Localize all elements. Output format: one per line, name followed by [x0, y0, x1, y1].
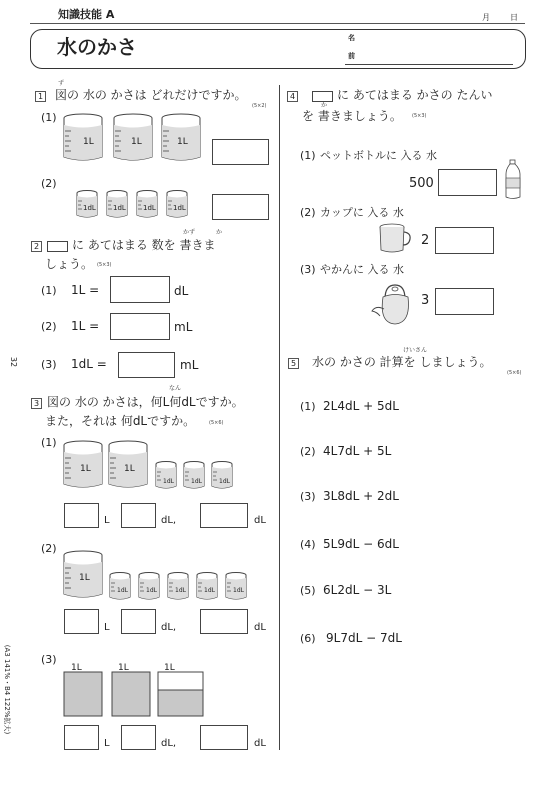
q3-2-tag-d5: 1dL [233, 587, 244, 594]
q3-3-label: (3) [41, 653, 57, 666]
q1-2-tag-c: 1dL [143, 204, 156, 212]
q1-2-tag-b: 1dL [113, 204, 126, 212]
q1-1-tag-b: 1L [131, 137, 142, 147]
q2-points: (5×3) [97, 262, 112, 268]
q5-5-expr: 6L2dL − 3L [323, 583, 392, 597]
q2-3-answer-box[interactable] [118, 352, 175, 378]
q3-2-tag-d3: 1dL [175, 587, 186, 594]
q3-1-unit-L: L [104, 515, 110, 526]
q2-ruby-ka: か [216, 229, 223, 236]
q4-blank-icon [312, 91, 333, 102]
q4-line2: を 書きましょう。 [302, 109, 402, 123]
q3-1-label: (1) [41, 436, 57, 449]
name-field[interactable] [345, 64, 513, 65]
q3-3-tag-c: 1L [164, 663, 175, 673]
q3-2-box-total[interactable] [200, 609, 248, 634]
q4-1-text: ペットボトルに 入る 水 [320, 149, 437, 162]
q1-1-answer-box[interactable] [212, 139, 269, 165]
q4-1-label: (1) [300, 149, 316, 162]
q1-1-tag-c: 1L [177, 137, 188, 147]
q3-3-tag-a: 1L [71, 663, 82, 673]
kettle-icon [371, 283, 413, 327]
q5-1-expr: 2L4dL + 5dL [323, 399, 399, 413]
q3-1-unit-dL: dL, [161, 515, 177, 526]
month-label: 月 [482, 13, 490, 22]
q4-1-answer-box[interactable] [438, 169, 497, 196]
q4-3-value: 3 [421, 293, 430, 308]
category-underline [30, 23, 525, 24]
q3-1-tag-d1: 1dL [163, 478, 174, 485]
q2-2-label: (2) [41, 320, 57, 333]
q5-ruby-keisan: けいさん [403, 347, 428, 354]
q1-2-answer-box[interactable] [212, 194, 269, 220]
day-label: 日 [510, 13, 518, 22]
q2-3-label: (3) [41, 358, 57, 371]
q2-2-left: 1L = [71, 319, 100, 333]
q5-1-label: (1) [300, 400, 316, 413]
name-label-2: 前 [348, 52, 355, 60]
q5-3-expr: 3L8dL + 2dL [323, 489, 399, 503]
q4-3-answer-box[interactable] [435, 288, 494, 315]
q4-2-value: 2 [421, 233, 430, 248]
q2-2-unit: mL [174, 320, 193, 334]
q4-2-answer-box[interactable] [435, 227, 494, 254]
q1-2-label: (2) [41, 177, 57, 190]
q3-3-unit-L: L [104, 738, 110, 749]
name-label-1: 名 [348, 34, 355, 42]
q3-points: (5×6) [209, 420, 224, 426]
q3-2-box-L[interactable] [64, 609, 99, 634]
q1-points: (5×2) [252, 103, 267, 109]
q4-3-text: やかんに 入る 水 [320, 263, 404, 276]
q2-line1: に あてはまる 数を 書きま [72, 238, 216, 252]
q4-1-value: 500 [409, 176, 434, 191]
q5-4-label: (4) [300, 538, 316, 551]
q4-line1: に あてはまる かさの たんい [337, 88, 493, 102]
q2-1-unit: dL [174, 284, 189, 298]
q3-3-box-dL[interactable] [121, 725, 156, 750]
q4-2-text: カップに 入る 水 [320, 206, 404, 219]
q3-2-tag-l1: 1L [79, 573, 90, 583]
q2-1-label: (1) [41, 284, 57, 297]
side-note: (A3 141%・B4 122%拡大) [3, 644, 12, 735]
q3-2-box-dL[interactable] [121, 609, 156, 634]
q3-line1: 図の 水の かさは，何L何dLですか。 [47, 395, 244, 409]
q3-ruby-nan: なん [169, 385, 182, 392]
q1-number: 1 [35, 91, 46, 102]
q3-1-box-total[interactable] [200, 503, 248, 528]
q2-ruby-kazu: かず [183, 229, 196, 236]
q5-6-expr: 9L7dL − 7dL [326, 631, 402, 645]
q4-2-label: (2) [300, 206, 316, 219]
q3-3-tag-b: 1L [118, 663, 129, 673]
q3-2-tag-d2: 1dL [146, 587, 157, 594]
q4-number: 4 [287, 91, 298, 102]
q1-2-tag-a: 1dL [83, 204, 96, 212]
page-number: 32 [9, 356, 19, 368]
q3-3-unit-dL: dL, [161, 738, 177, 749]
q3-1-box-dL[interactable] [121, 503, 156, 528]
q3-3-measuring-boxes [64, 672, 214, 718]
q3-2-unit-dL: dL, [161, 622, 177, 633]
q1-1-tag-a: 1L [83, 137, 94, 147]
q3-2-tag-d4: 1dL [204, 587, 215, 594]
q3-number: 3 [31, 398, 42, 409]
q3-1-tag-l2: 1L [124, 464, 135, 474]
q2-number: 2 [31, 241, 42, 252]
q5-2-label: (2) [300, 445, 316, 458]
column-divider [279, 85, 280, 750]
q3-2-containers [63, 550, 253, 602]
q3-1-tag-d3: 1dL [219, 478, 230, 485]
q4-points: (5×3) [412, 113, 427, 119]
q4-ruby-ka: か [321, 102, 328, 109]
page-title: 水のかさ [57, 35, 137, 59]
q5-3-label: (3) [300, 490, 316, 503]
q3-3-box-total[interactable] [200, 725, 248, 750]
q5-number: 5 [288, 358, 299, 369]
q2-1-answer-box[interactable] [110, 276, 170, 303]
q3-1-unit-total: dL [254, 515, 266, 526]
q2-3-left: 1dL = [71, 357, 107, 371]
q3-3-unit-total: dL [254, 738, 266, 749]
q1-1-label: (1) [41, 111, 57, 124]
q5-4-expr: 5L9dL − 6dL [323, 537, 399, 551]
q1-ruby-zu: ず [58, 80, 65, 87]
q2-1-left: 1L = [71, 283, 100, 297]
q5-text: 水の かさの 計算を しましょう。 [312, 355, 492, 369]
q2-line2: しょう。 [45, 257, 94, 271]
cup-icon [379, 224, 413, 254]
q2-blank-icon [47, 241, 68, 252]
q1-text: 図の 水の かさは どれだけですか。 [55, 88, 247, 102]
q5-5-label: (5) [300, 584, 316, 597]
q3-line2: また，それは 何dLですか。 [45, 414, 196, 428]
q3-1-tag-d2: 1dL [191, 478, 202, 485]
q5-points: (5×6) [507, 370, 522, 376]
q5-2-expr: 4L7dL + 5L [323, 444, 392, 458]
q1-2-tag-d: 1dL [173, 204, 186, 212]
q5-6-label: (6) [300, 632, 316, 645]
q3-2-label: (2) [41, 542, 57, 555]
q3-2-unit-total: dL [254, 622, 266, 633]
q2-3-unit: mL [180, 358, 199, 372]
q2-2-answer-box[interactable] [110, 313, 170, 340]
q4-3-label: (3) [300, 263, 316, 276]
category-label: 知識技能 A [58, 8, 115, 21]
q3-2-tag-d1: 1dL [117, 587, 128, 594]
q3-3-box-L[interactable] [64, 725, 99, 750]
q3-1-tag-l1: 1L [80, 464, 91, 474]
q3-1-box-L[interactable] [64, 503, 99, 528]
pet-bottle-icon [504, 160, 522, 200]
q3-2-unit-L: L [104, 622, 110, 633]
